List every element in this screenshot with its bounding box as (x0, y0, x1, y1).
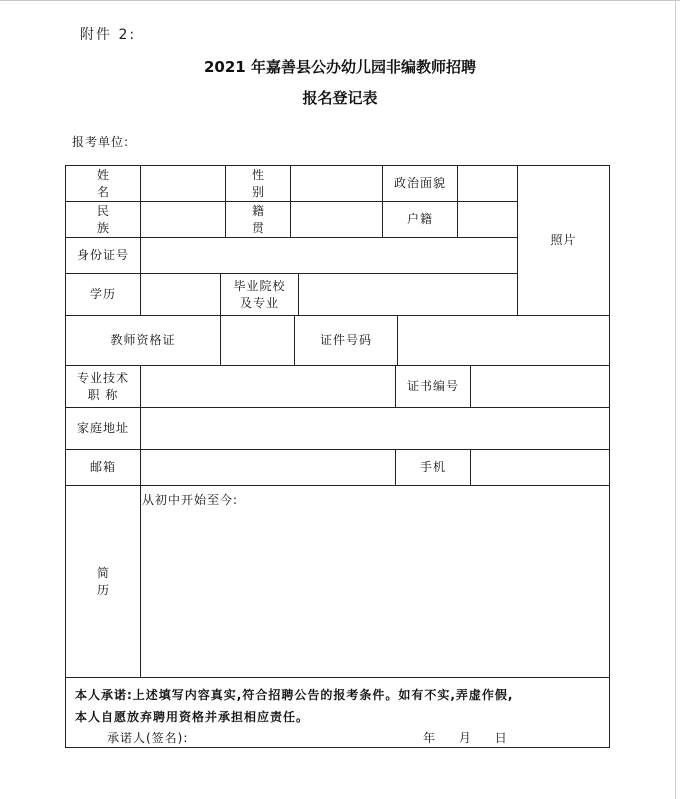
document-title: 2021 年嘉善县公办幼儿园非编教师招聘 (204, 58, 476, 76)
education-label: 学历 (65, 273, 140, 315)
email-field[interactable] (140, 449, 395, 485)
ethnicity-label: 民 族 (65, 201, 140, 237)
certificate-number-field[interactable] (397, 315, 610, 365)
registration-form-table (65, 165, 610, 748)
education-field[interactable] (140, 273, 220, 315)
teacher-certificate-label: 教师资格证 (65, 315, 220, 365)
date-day-label: 日 (494, 731, 508, 745)
document-subtitle: 报名登记表 (302, 89, 378, 107)
attachment-label: 附件 2: (80, 27, 137, 43)
political-status-field[interactable] (457, 165, 517, 201)
native-place-field[interactable] (290, 201, 382, 237)
signature-label: 承诺人(签名): (107, 731, 189, 745)
gender-field[interactable] (290, 165, 382, 201)
mobile-field[interactable] (470, 449, 610, 485)
household-label: 户籍 (382, 201, 457, 237)
political-status-label: 政治面貌 (382, 165, 457, 201)
date-year-label: 年 (423, 731, 437, 745)
applied-unit-label: 报考单位: (72, 135, 130, 149)
page-right-border (675, 0, 676, 799)
resume-field[interactable] (140, 485, 610, 677)
mobile-label: 手机 (395, 449, 470, 485)
gender-label: 性 别 (225, 165, 290, 201)
id-number-label: 身份证号 (65, 237, 140, 273)
pledge-text-line2: 本人自愿放弃聘用资格并承担相应责任。 (75, 710, 310, 724)
page-top-border (0, 0, 680, 1)
resume-label: 简 历 (65, 485, 140, 677)
household-field[interactable] (457, 201, 517, 237)
id-number-field[interactable] (140, 237, 517, 273)
pledge-text-line1: 本人承诺:上述填写内容真实,符合招聘公告的报考条件。如有不实,弄虚作假, (75, 688, 514, 702)
name-field[interactable] (140, 165, 225, 201)
professional-title-field[interactable] (140, 365, 395, 407)
native-place-label: 籍 贯 (225, 201, 290, 237)
resume-instruction: 从初中开始至今: (142, 493, 239, 507)
ethnicity-field[interactable] (140, 201, 225, 237)
school-major-field[interactable] (298, 273, 517, 315)
date-fields (423, 729, 526, 746)
certificate-serial-field[interactable] (470, 365, 610, 407)
photo-box[interactable]: 照片 (517, 165, 610, 315)
home-address-label: 家庭地址 (65, 407, 140, 449)
date-month-label: 月 (458, 731, 472, 745)
certificate-number-label: 证件号码 (294, 315, 397, 365)
certificate-serial-label: 证书编号 (395, 365, 470, 407)
email-label: 邮箱 (65, 449, 140, 485)
professional-title-label: 专业技术 职 称 (65, 365, 140, 407)
school-major-label: 毕业院校 及专业 (220, 273, 298, 315)
home-address-field[interactable] (140, 407, 610, 449)
teacher-certificate-field[interactable] (220, 315, 294, 365)
name-label: 姓 名 (65, 165, 140, 201)
